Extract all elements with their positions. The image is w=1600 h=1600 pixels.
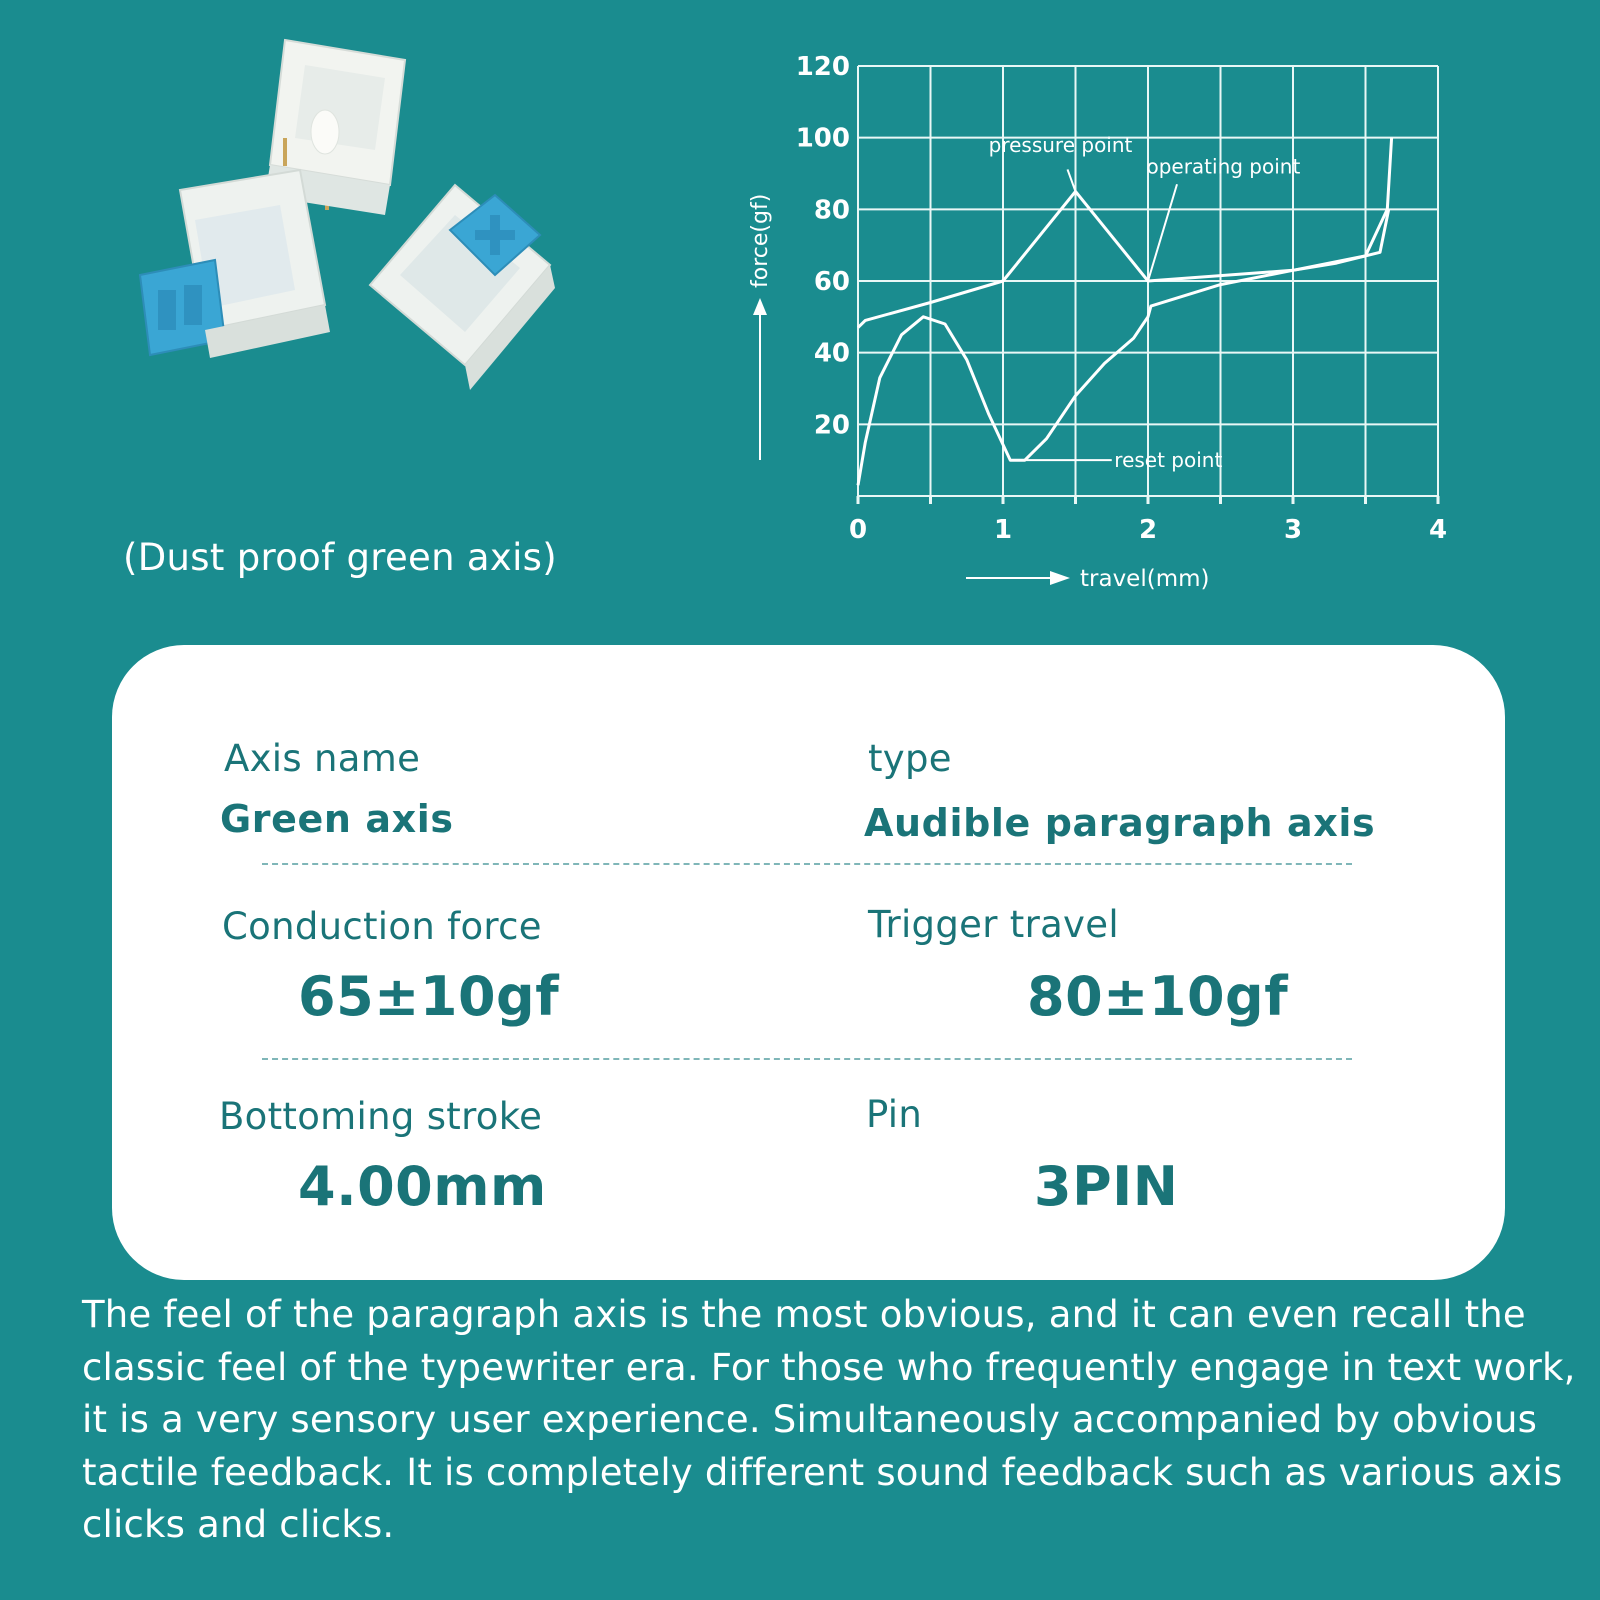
trigger-travel-value: 80±10gf xyxy=(1027,965,1289,1028)
x-tick-label: 0 xyxy=(848,515,868,545)
series-line-1 xyxy=(858,138,1392,328)
operating-point-leader xyxy=(1148,184,1177,281)
bottoming-stroke-label: Bottoming stroke xyxy=(219,1095,543,1138)
spec-divider-2 xyxy=(262,1058,1352,1060)
switch-left xyxy=(140,170,330,358)
x-tick-label: 3 xyxy=(1283,515,1303,545)
type-label: type xyxy=(868,737,952,780)
bottoming-stroke-value: 4.00mm xyxy=(298,1155,547,1218)
y-tick-label: 40 xyxy=(813,338,850,369)
y-tick-label: 120 xyxy=(795,52,850,82)
chart-annotations xyxy=(989,133,1301,472)
reset-point-label: reset point xyxy=(1114,448,1223,473)
x-tick-label: 1 xyxy=(993,515,1013,545)
switch-right xyxy=(370,185,555,390)
x-axis-arrowhead xyxy=(1050,571,1070,585)
y-tick-label: 60 xyxy=(813,267,850,297)
conduction-force-value: 65±10gf xyxy=(298,965,560,1028)
x-tick-label: 2 xyxy=(1138,515,1158,545)
y-axis-label: force(gf) xyxy=(748,193,773,288)
pin-value: 3PIN xyxy=(1034,1155,1179,1218)
y-tick-label: 100 xyxy=(795,123,850,154)
pin-label: Pin xyxy=(866,1093,923,1136)
y-tick-label: 20 xyxy=(813,410,850,441)
x-axis-label: travel(mm) xyxy=(1080,566,1210,592)
chart-series xyxy=(858,138,1392,486)
spec-card xyxy=(112,645,1505,1280)
trigger-travel-label: Trigger travel xyxy=(868,903,1119,946)
caption: (Dust proof green axis) xyxy=(123,536,557,579)
description-paragraph: The feel of the paragraph axis is the most obvious, and it can even recall the classic feel of the typewriter era. For those who frequently engage in text work, it is a very sensory user experience. Simultaneously accompanied by obvious tactile feedback. It is completely different sound feedback such as various axis clicks and clicks. xyxy=(82,1293,1576,1546)
switch-product-image xyxy=(120,20,580,400)
pressure-point-label: pressure point xyxy=(988,133,1133,157)
y-axis-arrowhead xyxy=(753,298,767,315)
x-tick-label: 4 xyxy=(1428,515,1448,545)
y-tick-label: 80 xyxy=(813,195,850,226)
pressure-point-leader xyxy=(1068,169,1076,191)
axis-name-label: Axis name xyxy=(224,737,421,780)
force-travel-chart xyxy=(720,30,1520,600)
conduction-force-label: Conduction force xyxy=(222,905,542,948)
spec-divider-1 xyxy=(262,863,1352,865)
type-value: Audible paragraph axis xyxy=(864,801,1376,845)
operating-point-label: operating point xyxy=(1146,154,1301,179)
axis-name-value: Green axis xyxy=(220,797,454,841)
